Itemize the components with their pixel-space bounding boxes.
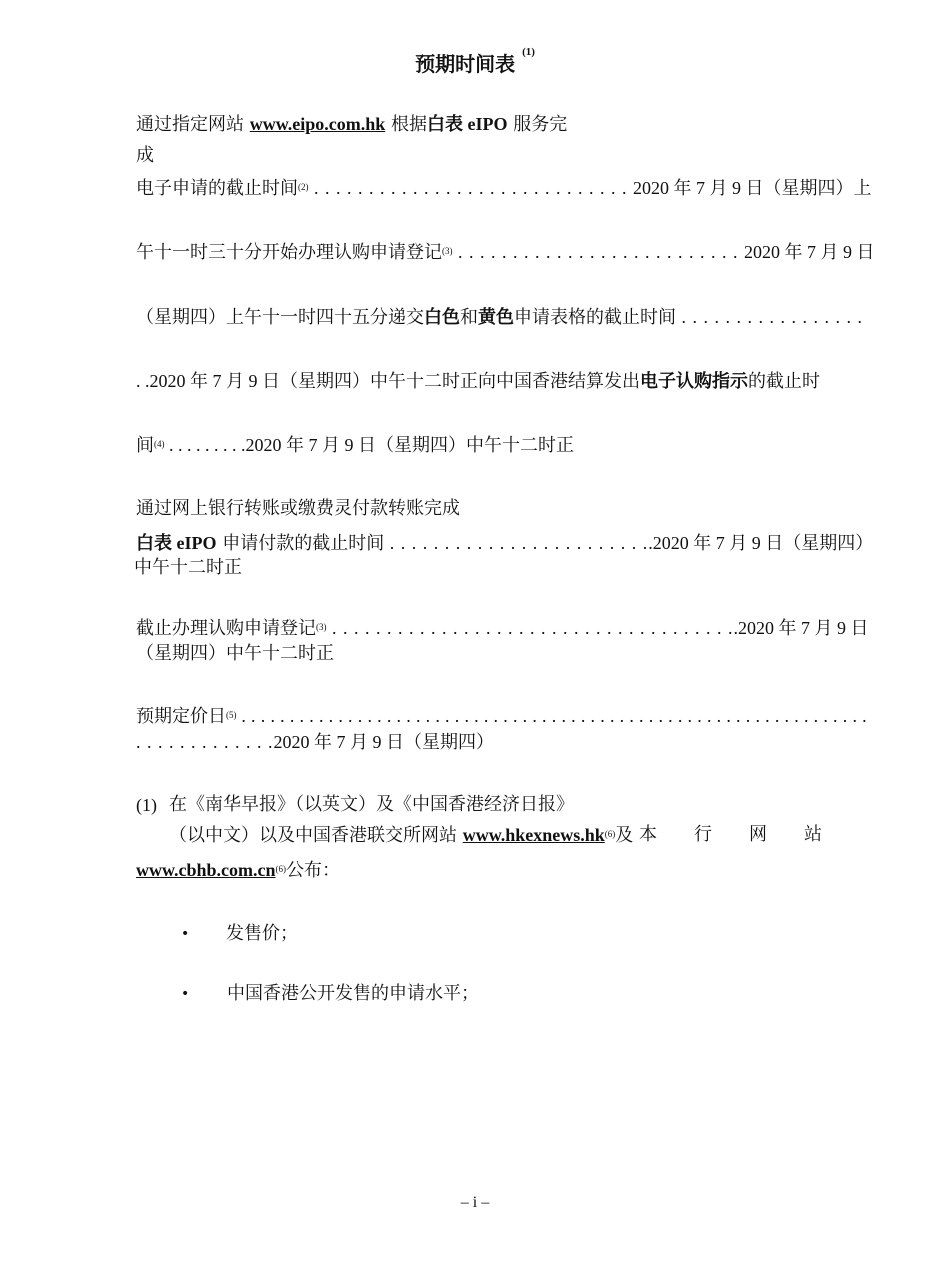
forms-deadline-prefix: （星期四）上午十一时四十五分递交 [136,307,424,328]
announce-line-1: 在《南华早报》（以英文）及《中国香港经济日报》 [169,794,574,815]
forms-deadline-line-3 [136,434,574,457]
forms-deadline-date: . .2020 年 7 月 9 日（星期四）中午十二时正向中国香港结算发出 [136,371,640,391]
close-registration-date: .2020 年 7 月 9 日 [733,618,869,638]
pricing-date-label: 预期定价日 [136,706,226,727]
eipo-line-1-suffix: 服务完 [507,114,568,135]
footnote-ref-3: (3) [442,246,453,256]
eipo-bold: eIPO [172,533,217,553]
bullet-icon: • [181,986,190,1002]
page-number: – i – [460,1194,490,1211]
leader-dots: . . . . . . . . . . . . . . . . . . . . . . . . . . [452,242,744,262]
announce-word-2: 行 [694,824,712,845]
pricing-date: 2020 年 7 月 9 日（星期四） [273,732,494,752]
instructions-deadline-date: . . . . . . . . .2020 年 7 月 9 日（星期四）中午十二时正 [164,435,574,455]
title-text: 预期时间表 [415,52,516,76]
pricing-line-2 [136,731,494,754]
subscription-start-line [136,241,875,264]
eipo-line-3 [136,177,872,200]
eipo-line-1 [136,113,567,136]
announce-line-2-prefix: （以中文）以及中国香港联交所网站 [169,825,463,846]
eipo-bold: eIPO [462,114,508,134]
subscription-start-date: 2020 年 7 月 9 日 [744,242,875,262]
announce-line-2 [169,824,633,847]
forms-time-char: 间 [136,435,154,456]
footnote-ref-5: (5) [226,710,237,720]
leader-dots: . . . . . . . . . . . . . . . . . . . . . . . . [384,533,649,553]
close-registration-line-1 [136,617,869,640]
announce-word-3: 网 [749,824,767,845]
footnote-ref-2: (2) [298,182,309,192]
forms-deadline-line-2 [136,370,820,393]
payment-line-3: 中午十二时正 [134,557,242,578]
close-registration-label: 截止办理认购申请登记 [136,618,316,639]
payment-line-1: 通过网上银行转账或缴费灵付款转账完成 [136,498,460,519]
leader-dots: . . . . . . . . . . . . . . . . . . . . . . . . . . . . . . . . . . . . . [326,618,734,638]
leader-dots: . . . . . . . . . . . . . . . . . [676,307,863,327]
footnote-ref-6: (6) [275,864,287,874]
bullet-icon: • [181,926,190,942]
eipo-deadline-date: 2020 年 7 月 9 日（星期四）上 [633,178,872,198]
footnote-ref-6: (6) [604,829,616,839]
cbhb-link[interactable]: www.cbhb.com.cn [136,860,276,880]
footnote-ref-4: (4) [154,439,165,449]
forms-deadline-line-1 [136,306,863,329]
footnote-ref-3: (3) [316,622,327,632]
white-form-bold: 白表 [136,533,172,554]
announce-publish: 公布： [286,860,341,881]
eipo-deadline-label: 电子申请的截止时间 [136,178,298,199]
announce-number: (1) [136,795,157,815]
eipo-website-link[interactable]: www.eipo.com.hk [249,114,386,134]
white-form-bold: 白色 [424,307,460,328]
title-footnote-ref: (1) [522,46,535,58]
announce-and: 及 [615,825,634,846]
forms-deadline-suffix: 的截止时 [748,371,820,392]
subscription-start-label: 午十一时三十分开始办理认购申请登记 [136,242,442,263]
announce-line-3 [136,859,340,882]
payment-deadline-date: .2020 年 7 月 9 日（星期四） [648,533,874,553]
bullet-item-application-level: 中国香港公开发售的申请水平； [227,983,479,1004]
eipo-line-1-mid: 根据 [385,114,427,135]
payment-line-2 [136,532,873,555]
hkexnews-link[interactable]: www.hkexnews.hk [462,825,605,845]
pricing-line-1 [136,705,867,728]
eipo-line-2: 成 [136,145,154,166]
white-form-bold: 白表 [426,114,463,135]
leader-dots: . . . . . . . . . . . . . . . . . . . . . . . . . . . . . [308,178,633,198]
bullet-item-offer-price: 发售价； [226,923,298,944]
announce-word-1: 本 [639,824,657,845]
eipo-line-1-prefix: 通过指定网站 [136,114,250,135]
close-registration-line-2: （星期四）中午十二时正 [136,643,334,664]
electronic-instructions-bold: 电子认购指示 [640,371,748,392]
leader-dots: . . . . . . . . . . . . . . . . . . . . . . . . . . . . . . . . . . . . . . . . . . . . . . . . . . . . . . . . . . . . . . . . . [236,706,867,726]
leader-dots: . . . . . . . . . . . . . [136,732,274,752]
forms-and: 和 [460,307,478,328]
payment-deadline-label: 申请付款的截止时间 [216,533,385,554]
yellow-form-bold: 黄色 [478,307,514,328]
announce-word-4: 站 [804,824,822,845]
forms-deadline-label: 申请表格的截止时间 [514,307,676,328]
page-title [0,48,950,77]
